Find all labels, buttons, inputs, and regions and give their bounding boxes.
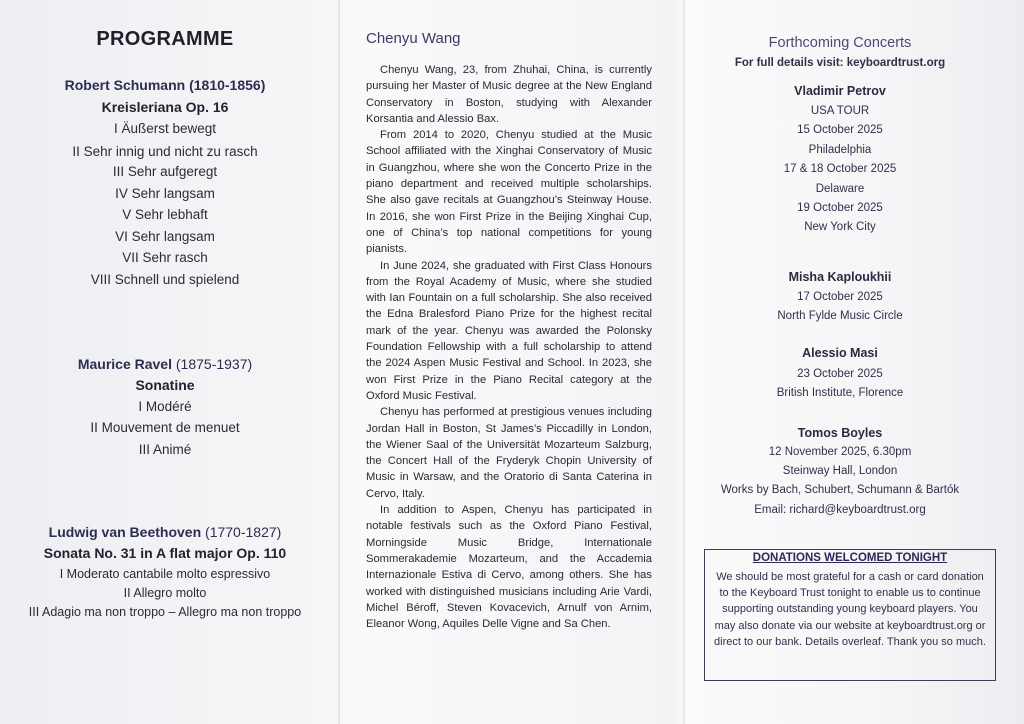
concert-venue: New York City	[804, 221, 876, 233]
composer-dates: (1770-1827)	[201, 524, 282, 540]
movement: II Allegro molto	[123, 586, 207, 600]
concert-venue: North Fylde Music Circle	[777, 310, 903, 322]
concert-venue: British Institute, Florence	[776, 387, 904, 399]
composer-heading	[20, 524, 310, 540]
movement: I Äußerst bewegt	[113, 121, 217, 136]
donations-box	[704, 549, 996, 681]
bio-paragraph: Chenyu has performed at prestigious venues including Jordan Hall in Boston, St James’s Piccadilly in London, the Wiener Saal of the Universität Mozarteum Salzburg, the Concert Hall of the Fryderyk Chopin University of Music in Warsaw, and the Oratorio di Santa Caterina in Cervo, Italy.	[366, 406, 652, 500]
performer-name: Alessio Masi	[802, 346, 878, 360]
concerts-website-note: For full details visit: keyboardtrust.org	[734, 57, 946, 69]
composer-name: Maurice Ravel	[77, 356, 172, 372]
concert-venue: Steinway Hall, London	[782, 465, 898, 477]
concert-date: 12 November 2025, 6.30pm	[768, 446, 912, 458]
work-title: Kreisleriana Op. 16	[101, 99, 229, 115]
concert-detail: USA TOUR	[810, 105, 870, 117]
movement: VIII Schnell und spielend	[90, 272, 240, 287]
movement: V Sehr lebhaft	[122, 207, 208, 222]
programme-title: PROGRAMME	[96, 28, 234, 50]
concert-venue: Philadelphia	[808, 144, 872, 156]
concert-date: 17 October 2025	[797, 291, 883, 303]
composer-dates: (1875-1937)	[172, 356, 253, 372]
movement: II Sehr innig und nicht zu rasch	[72, 144, 258, 159]
donations-text: We should be most grateful for a cash or card donation to the Keyboard Trust tonight to enable us to continue supporting outstanding young keyboard players. You may also donate via our website at keyboardtrust.org or direct to our bank. Details overleaf. Thank you so much.	[714, 571, 986, 648]
fold-line-left	[338, 0, 340, 724]
composer-dates: (1810-1856)	[185, 77, 266, 93]
concerts-title: Forthcoming Concerts	[768, 35, 912, 51]
bio-paragraph: Chenyu Wang, 23, from Zhuhai, China, is currently pursuing her Master of Music degree at the New England Conservatory in Boston, studying with Alexander Korsantia and Alessio Bax.	[366, 64, 652, 125]
concert-date: 15 October 2025	[797, 124, 883, 136]
work-title: Sonata No. 31 in A flat major Op. 110	[43, 545, 287, 561]
bio-paragraph: From 2014 to 2020, Chenyu studied at the Music School affiliated with the Xinghai Conservatory of Music in Guangzhou, where she won the Concerto Prize in the piano department and received multiple scholarships. She also gave recitals at Guangzhou’s Steinway House. In 2016, she won First Prize in the Beijing Xinghai Cup, one of China’s top national competitions for young pianists.	[366, 129, 652, 256]
concert-venue: Delaware	[815, 183, 865, 195]
movement: III Animé	[138, 442, 192, 457]
performer-name: Vladimir Petrov	[794, 84, 886, 98]
composer-name: Robert Schumann	[64, 77, 186, 93]
movement: I Moderato cantabile molto espressivo	[59, 567, 271, 581]
movement: II Mouvement de menuet	[90, 420, 240, 435]
concert-repertoire: Works by Bach, Schubert, Schumann & Bartók	[720, 484, 960, 496]
work-title: Sonatine	[135, 377, 195, 393]
movement: III Adagio ma non troppo – Allegro ma non troppo	[28, 605, 302, 619]
contact-email: Email: richard@keyboardtrust.org	[754, 504, 926, 516]
composer-name: Ludwig van Beethoven	[48, 524, 202, 540]
biography-text	[366, 62, 652, 632]
movement: I Modéré	[138, 399, 192, 414]
artist-name-heading: Chenyu Wang	[366, 30, 461, 47]
concert-date: 17 & 18 October 2025	[783, 163, 897, 175]
composer-heading	[20, 77, 310, 93]
movement: III Sehr aufgeregt	[112, 164, 218, 179]
movement: VI Sehr langsam	[115, 229, 215, 244]
concert-date: 23 October 2025	[797, 368, 883, 380]
donations-heading: DONATIONS WELCOMED TONIGHT	[752, 552, 948, 564]
bio-paragraph: In addition to Aspen, Chenyu has participated in notable festivals such as the Oxford Piano Festival, Morningside Music Bridge, Internationale Sommerakademie Mozarteum, and the Accademia Internazionale Estiva di Cervo, among others. She has worked with distinguished musicians including Arie Vardi, Michel Béroff, Steven Kovacevich, Arnulf von Arnim, Eleanor Wong, Aquiles Delle Vigne and Sa Chen.	[366, 504, 652, 631]
movement: VII Sehr rasch	[122, 250, 208, 265]
performer-name: Tomos Boyles	[797, 426, 883, 440]
fold-line-right	[683, 0, 685, 724]
bio-paragraph: In June 2024, she graduated with First Class Honours from the Royal Academy of Music, where she studied with Ian Fountain on a full scholarship. She also received the Edna Bralesford Piano Prize for the highest recital mark of the year. Chenyu was awarded the Polonsky Foundation Fellowship with a full scholarship to attend the 2024 Aspen Music Festival and School. In 2023, she won First Prize in the Piano Recital category at the Oxford Music Festival.	[366, 259, 652, 402]
movement: IV Sehr langsam	[115, 186, 215, 201]
performer-name: Misha Kaploukhii	[788, 270, 892, 284]
concert-date: 19 October 2025	[797, 202, 883, 214]
composer-heading	[20, 356, 310, 372]
